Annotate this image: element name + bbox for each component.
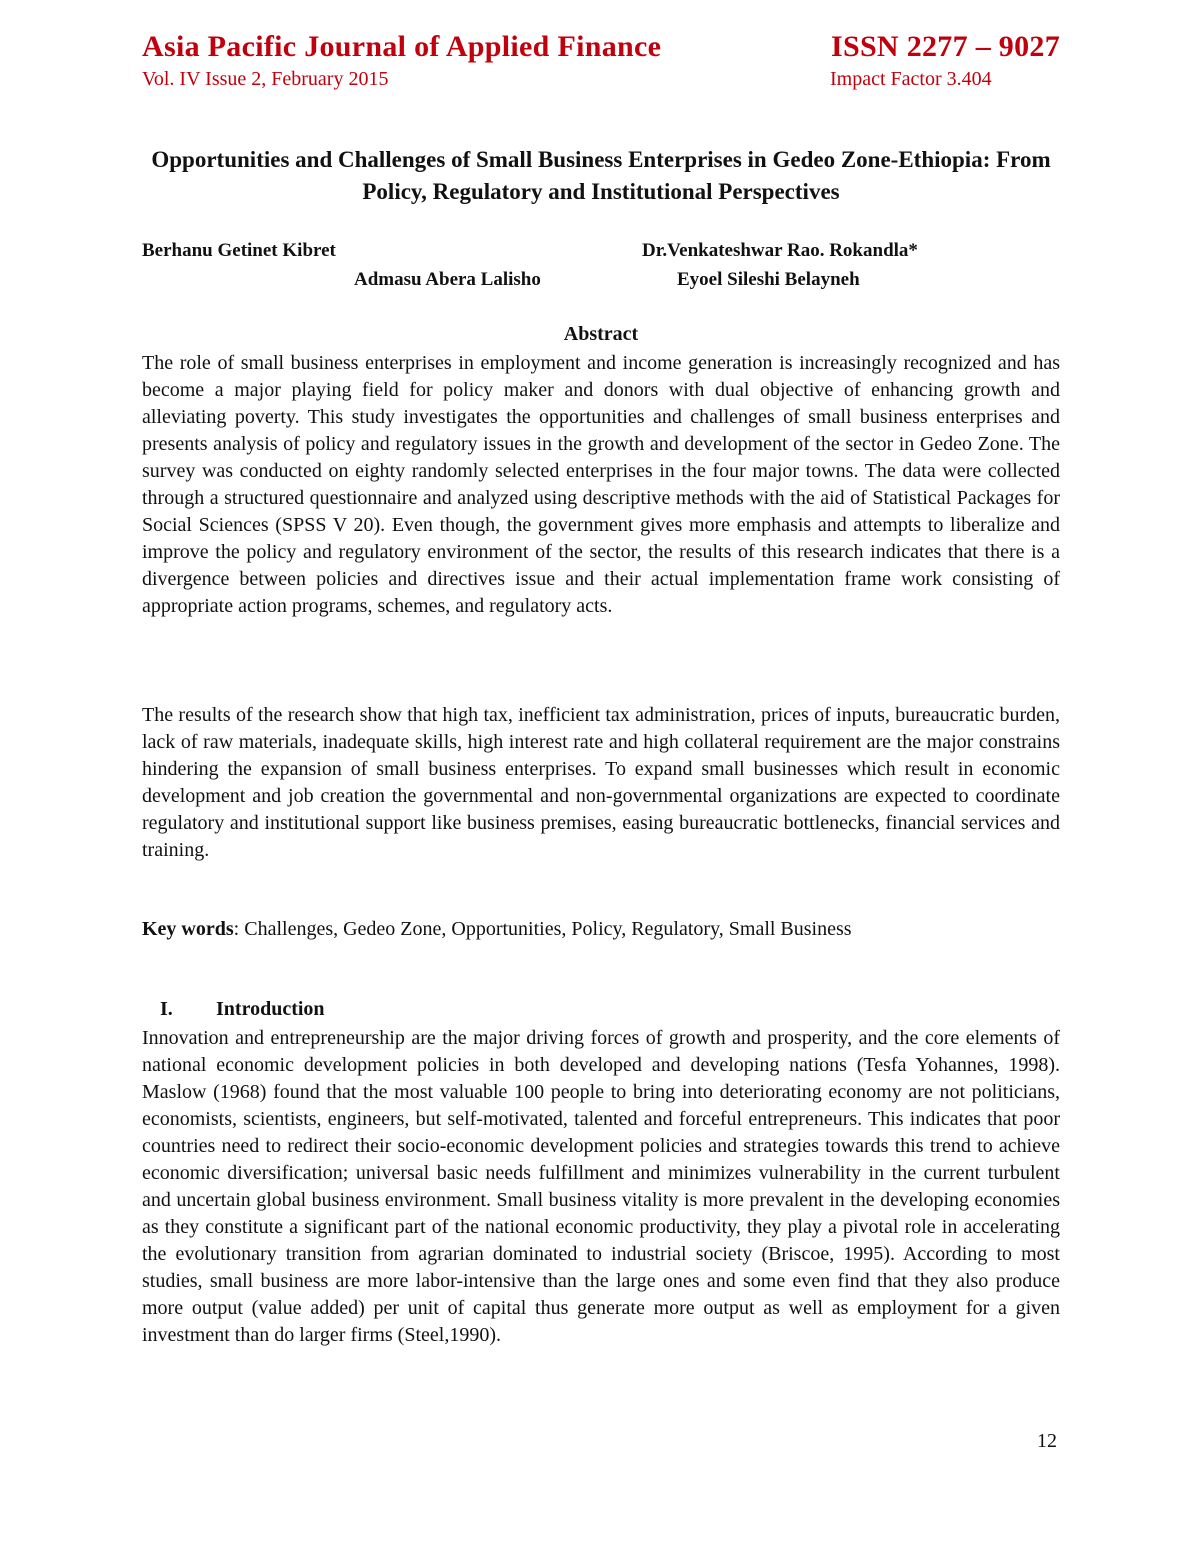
paper-title: Opportunities and Challenges of Small Business Enterprises in Gedeo Zone-Ethiopia: From Policy, Regulatory and Institutional Perspectives (151, 147, 1051, 204)
author-1: Berhanu Getinet Kibret (142, 240, 336, 261)
author-4: Eyoel Sileshi Belayneh (677, 269, 860, 290)
section-title: Introduction (216, 998, 325, 1020)
abstract-heading: Abstract (563, 323, 639, 345)
introduction-paragraph: Innovation and entrepreneurship are the major driving forces of growth and prosperity, and the core elements of national economic development policies in both developed and developing nations (Tesfa Yohannes, 1998). Maslow (1968) found that the most valuable 100 people to bring into deteriorating economy are not politicians, economists, scientists, engineers, but self-motivated, talented and forceful entrepreneurs. This indicates that poor countries need to redirect their socio-economic development policies and strategies towards this trend to achieve economic diversification; universal basic needs fulfillment and minimizes vulnerability in the current turbulent and uncertain global business environment. Small business vitality is more prevalent in the developing economies as they constitute a significant part of the national economic productivity, they play a pivotal role in accelerating the evolutionary transition from agrarian dominated to industrial society (Briscoe, 1995). According to most studies, small business are more labor-intensive than the large ones and some even find that they also produce more output (value added) per unit of capital thus generate more output as well as employment for a given investment than do larger firms (Steel,1990). (142, 1027, 1060, 1346)
abstract-paragraph-2: The results of the research show that high tax, inefficient tax administration, prices of inputs, bureaucratic burden, lack of raw materials, inadequate skills, high interest rate and high collateral requirement are the major constrains hindering the expansion of small business enterprises. To expand small businesses which result in economic development and job creation the governmental and non-governmental organizations are expected to coordinate regulatory and institutional support like business premises, easing bureaucratic bottlenecks, financial services and training. (142, 704, 1060, 861)
author-2: Dr.Venkateshwar Rao. Rokandla* (642, 240, 918, 261)
volume-issue: Vol. IV Issue 2, February 2015 (142, 68, 389, 90)
journal-title: Asia Pacific Journal of Applied Finance (142, 30, 662, 63)
keywords-text: Challenges, Gedeo Zone, Opportunities, Policy, Regulatory, Small Business (244, 918, 852, 940)
journal-header (142, 30, 1062, 100)
page-number: 12 (1037, 1430, 1057, 1452)
keywords (142, 916, 1060, 943)
keywords-label: Key words (142, 918, 234, 940)
keywords-separator: : (233, 918, 245, 940)
abstract-paragraph-1: The role of small business enterprises in employment and income generation is increasingly recognized and has become a major playing field for policy maker and donors with dual objective of enhancing growth and alleviating poverty. This study investigates the opportunities and challenges of small business enterprises and presents analysis of policy and regulatory issues in the growth and development of the sector in Gedeo Zone. The survey was conducted on eighty randomly selected enterprises in the four major towns. The data were collected through a structured questionnaire and analyzed using descriptive methods with the aid of Statistical Packages for Social Sciences (SPSS V 20). Even though, the government gives more emphasis and attempts to liberalize and improve the policy and regulatory environment of the sector, the results of this research indicates that there is a divergence between policies and directives issue and their actual implementation frame work consisting of appropriate action programs, schemes, and regulatory acts. (142, 352, 1060, 617)
impact-factor: Impact Factor 3.404 (830, 68, 992, 90)
section-heading-introduction (160, 998, 325, 1021)
section-number: I. (160, 998, 173, 1020)
journal-issn: ISSN 2277 – 9027 (830, 30, 1060, 63)
author-list (0, 240, 918, 300)
author-3: Admasu Abera Lalisho (354, 269, 541, 290)
